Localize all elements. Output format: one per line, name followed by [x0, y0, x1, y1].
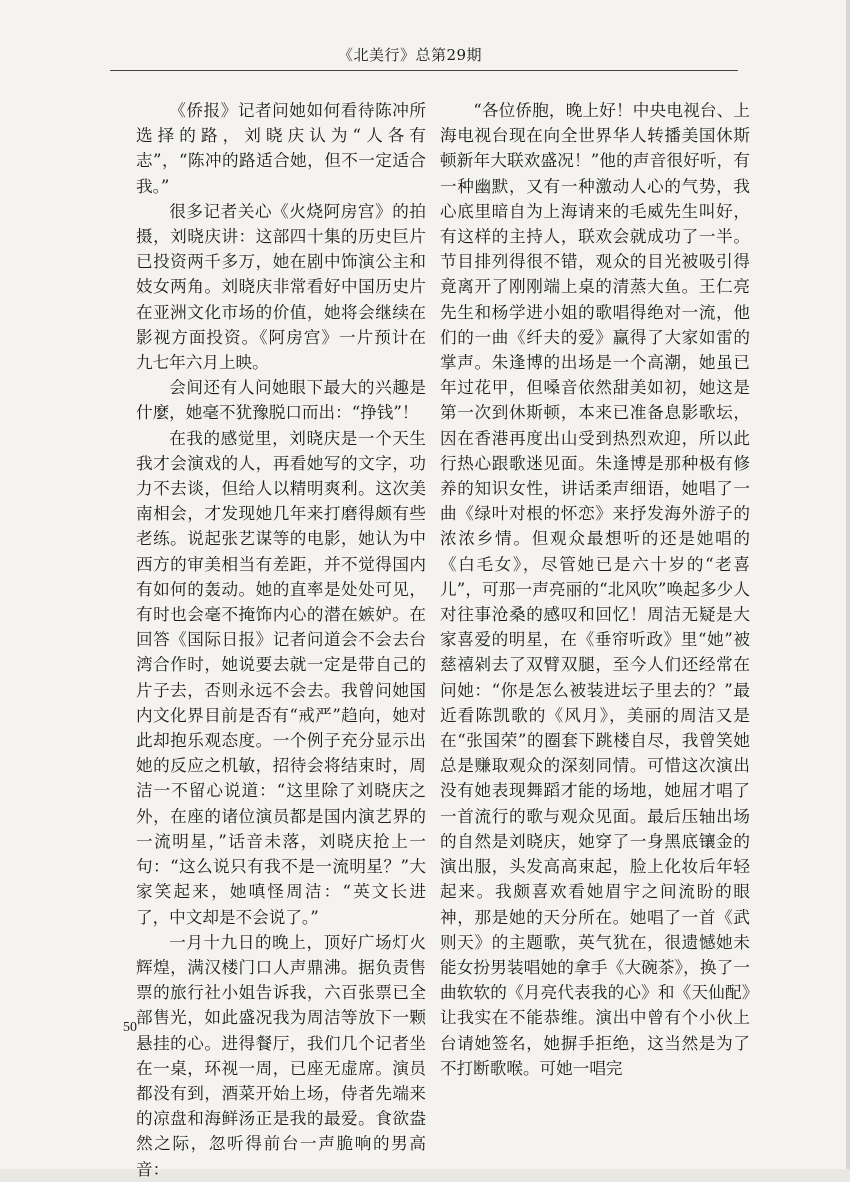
paragraph: 很多记者关心《火烧阿房宫》的拍摄，刘晓庆讲：这部四十集的历史巨片已投资两千多万，她在剧中饰演公主和妓女两角。刘晓庆非常看好中国历史片在亚洲文化市场的价值，她将会继续在影视方面投资。《阿房宫》一片预计在九七年六月上映。: [136, 201, 426, 373]
running-header: 《北美行》总第29期: [337, 46, 483, 64]
page-number: 50: [123, 1020, 137, 1035]
header-rule: [110, 70, 738, 71]
paragraph: 一月十九日的晚上，顶好广场灯火辉煌，满汉楼门口人声鼎沸。据负责售票的旅行社小姐告诉我，六百张票已全部售光，如此盛况我为周洁等放下一颗悬挂的心。进得餐厅，我们几个记者坐在一桌，环视一周，已座无虚席。演员都没有到，酒菜开始上场，侍者先端来的凉盘和海鲜汤正是我的最爱。食欲盎然之际，忽听得前台一声脆响的男高音：: [136, 932, 426, 1179]
paragraph: “各位侨胞，晚上好！中央电视台、上海电视台现在向全世界华人转播美国休斯顿新年大联欢盛况！”他的声音很好听，有一种幽默，又有一种激动人心的气势，我心底里暗自为上海请来的毛威先生叫好，有这样的主持人，联欢会就成功了一半。节目排列得很不错，观众的目光被吸引得竟离开了刚刚端上桌的清蒸大鱼。王仁亮先生和杨学进小姐的歌唱得绝对一流，他们的一曲《纤夫的爱》赢得了大家如雷的掌声。朱逢博的出场是一个高潮，她虽已年过花甲，但嗓音依然甜美如初，她这是第一次到休斯顿，本来已准备息影歌坛，因在香港再度出山受到热烈欢迎，所以此行热心跟歌迷见面。朱逢博是那种极有修养的知识女性，讲话柔声细语，她唱了一曲《绿叶对根的怀恋》来抒发海外游子的浓浓乡情。但观众最想听的还是她唱的《白毛女》，尽管她已是六十岁的“老喜儿”，可那一声亮丽的“北风吹”唤起多少人对往事沧桑的感叹和回忆！周洁无疑是大家喜爱的明星，在《垂帘听政》里“她”被慈禧剁去了双臂双腿，至今人们还经常在问她：“你是怎么被装进坛子里去的？”最近看陈凯歌的《风月》，美丽的周洁又是在“张国荣”的圈套下跳楼自尽，我曾笑她总是赚取观众的深刻同情。可惜这次演出没有她表现舞蹈才能的场地，她屈才唱了一首流行的歌与观众见面。最后压轴出场的自然是刘晓庆，她穿了一身黑底镶金的演出服，头发高高束起，脸上化妆后年轻起来。我颇喜欢看她眉宇之间流盼的眼神，那是她的天分所在。她唱了一首《武则天》的主题歌，英气犹在，很遗憾她未能女扮男装唱她的拿手《大碗茶》，换了一曲软软的《月亮代表我的心》和《天仙配》让我实在不能恭维。演出中曾有个小伙上台请她签名，她摒手拒绝，这当然是为了不打断歌喉。可她一唱完: [440, 101, 750, 1078]
paragraph: 在我的感觉里，刘晓庆是一个天生我才会演戏的人，再看她写的文字，功力不去谈，但给人以精明爽利。这次美南相会，才发现她几年来打磨得颇有些老练。说起张艺谋等的电影，她认为中西方的审美相当有差距，并不觉得国内有如何的轰动。她的直率是处处可见，有时也会毫不掩饰内心的潜在嫉妒。在回答《国际日报》记者问道会不会去台湾合作时，她说要去就一定是带自己的片子去，否则永远不会去。我曾问她国内文化界目前是否有“戒严”趋向，她对此却抱乐观态度。一个例子充分显示出她的反应之机敏，招待会将结束时，周洁一不留心说道：“这里除了刘晓庆之外，在座的诸位演员都是国内演艺界的一流明星，”话音未落，刘晓庆抢上一句：“这么说只有我不是一流明星？”大家笑起来，她嗔怪周洁：“英文长进了，中文却是不会说了。”: [136, 428, 426, 927]
paragraph: 《侨报》记者问她如何看待陈冲所选择的路，刘晓庆认为“人各有志”，“陈冲的路适合她，但不一定适合我。”: [136, 101, 426, 196]
paragraph: 会间还有人问她眼下最大的兴趣是什麼，她毫不犹豫脱口而出：“挣钱”！: [136, 378, 426, 423]
right-column: [440, 98, 750, 1081]
page-edge-shadow: [846, 0, 850, 1169]
left-column: [136, 98, 426, 1182]
